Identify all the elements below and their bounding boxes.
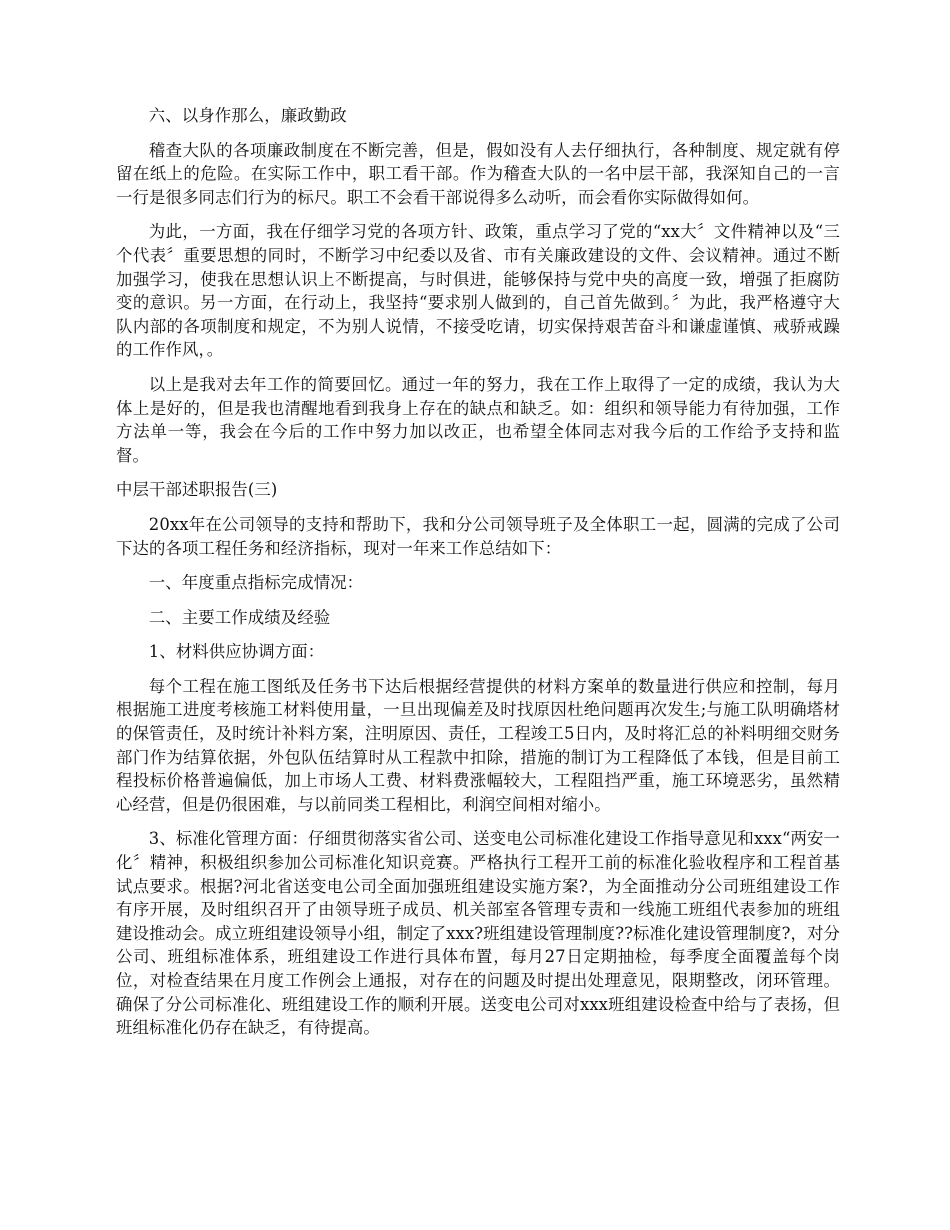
paragraph-integrity-system: 稽查大队的各项廉政制度在不断完善，但是，假如没有人去仔细执行，各种制度、规定就有停留在纸上的危险。在实际工作中，职工看干部。作为稽查大队的一名中层干部，我深知自己的一言一行是很多同志们行为的标尺。职工不会看干部说得多么动听，而会看你实际做得如何。 — [116, 140, 840, 207]
paragraph-standardization: 3、标准化管理方面：仔细贯彻落实省公司、送变电公司标准化建设工作指导意见和xxx“两安一化〞精神，积极组织参加公司标准化知识竞赛。严格执行工程开工前的标准化验收程序和工程首基试点要求。根据?河北省送变电公司全面加强班组建设实施方案?，为全面推动分公司班组建设工作有序开展，及时组织召开了由领导班子成员、机关部室各管理专责和一线施工班组代表参加的班组建设推动会。成立班组建设领导小组，制定了xxx?班组建设管理制度??标准化建设管理制度?，对分公司、班组标准体系，班组建设工作进行具体布置，每月27日定期抽检，每季度全面覆盖每个岗位，对检查结果在月度工作例会上通报，对存在的问题及时提出处理意见，限期整改，闭环管理。确保了分公司标准化、班组建设工作的顺利开展。送变电公司对xxx班组建设检查中给与了表扬，但班组标准化仍存在缺乏，有待提高。 — [116, 829, 840, 1038]
paragraph-review-summary: 以上是我对去年工作的简要回忆。通过一年的努力，我在工作上取得了一定的成绩，我认为大体上是好的，但是我也清醒地看到我身上存在的缺点和缺乏。如：组织和领导能力有待加强，工作方法单一等，我会在今后的工作中努力加以改正，也希望全体同志对我今后的工作给予支持和监督。 — [116, 374, 840, 465]
paragraph-study-and-action: 为此，一方面，我在仔细学习党的各项方针、政策，重点学习了党的“xx大〞文件精神以及“三个代表〞重要思想的同时，不断学习中纪委以及省、市有关廉政建设的文件、会议精神。通过不断加强学习，使我在思想认识上不断提高，与时俱进，能够保持与党中央的高度一致，增强了拒腐防变的意识。另一方面，在行动上，我坚持“要求别人做到的，自己首先做到。〞为此，我严格遵守大队内部的各项制度和规定，不为别人说情，不接受吃请，切实保持艰苦奋斗和谦虚谨慎、戒骄戒躁的工作作风，。 — [116, 222, 840, 360]
subsection-heading-materials: 1、材料供应协调方面： — [148, 642, 325, 662]
document-body — [116, 104, 840, 1051]
section-heading-six: 六、以身作那么，廉政勤政 — [148, 106, 347, 125]
paragraph-materials: 每个工程在施工图纸及任务书下达后根据经营提供的材料方案单的数量进行供应和控制，每月根据施工进度考核施工材料使用量，一旦出现偏差及时找原因杜绝问题再次发生;与施工队明确塔材的保管责任，及时统计补料方案，注明原因、责任，工程竣工5日内，及时将汇总的补料明细交财务部门作为结算依据，外包队伍结算时从工程款中扣除，措施的制订为工程降低了本钱，但是目前工程投标价格普遍偏低，加上市场人工费、材料费涨幅较大，工程阻挡严重，施工环境恶劣，虽然精心经营，但是仍很困难，与以前同类工程相比，利润空间相对缩小。 — [116, 676, 840, 814]
section-heading-achievements: 二、主要工作成绩及经验 — [148, 607, 331, 627]
paragraph-intro: 20xx年在公司领导的支持和帮助下，我和分公司领导班子及全体职工一起，圆满的完成了公司下达的各项工程任务和经济指标，现对一年来工作总结如下： — [116, 514, 840, 558]
report-title-three: 中层干部述职报告(三) — [116, 480, 278, 500]
section-heading-indicators: 一、年度重点指标完成情况： — [148, 573, 364, 593]
